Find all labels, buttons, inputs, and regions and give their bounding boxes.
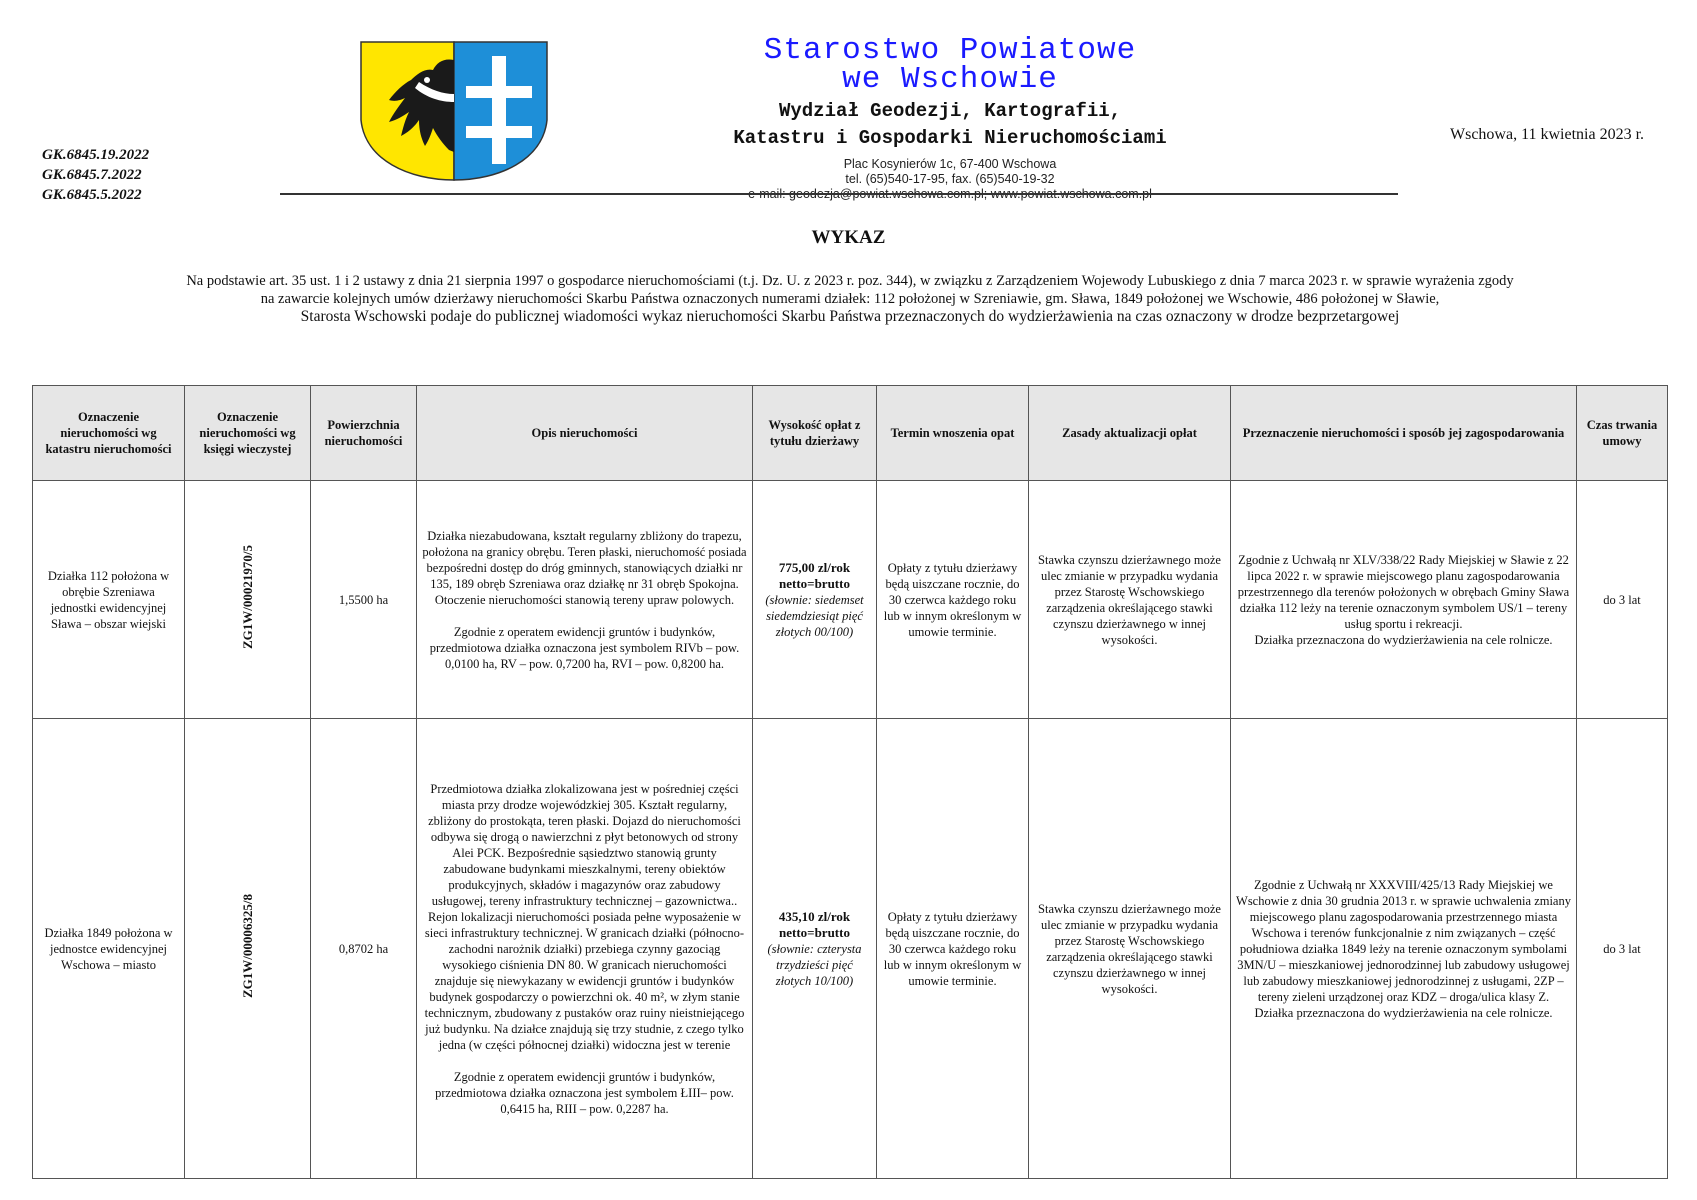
purpose-cell xyxy=(1231,481,1577,719)
header-divider xyxy=(280,193,1398,195)
table-row xyxy=(33,481,1668,719)
letterhead xyxy=(600,33,1300,202)
description-classification: Zgodnie z operatem ewidencji gruntów i budynków, przedmiotowa działka oznaczona jest symbolem RIVb – pow. 0,0100 ha, RV – pow. 0,7200 ha, RVI – pow. 0,8200 ha. xyxy=(429,624,740,671)
land-register-cell xyxy=(185,719,311,1179)
fee-amount: 775,00 zl/rok xyxy=(778,559,851,575)
cadastre-cell: Działka 1849 położona w jednostce ewidencyjnej Wschowa – miasto xyxy=(33,719,185,1179)
purpose-text: Zgodnie z Uchwałą nr XXXVIII/425/13 Rady Miejskiej we Wschowie z dnia 30 grudnia 2013 r. w sprawie uchwalenia zmiany miejscowego planu zagospodarowania przestrzennego miasta Wschowa i terenów funkcjonalnie z nim związanych – część południowa działka 1849 leży na terenie oznaczonym symbolami 3MN/U – mieszkaniowej jednorodzinnej lub zabudowy usługowej lub zabudowy mieszkaniowej jednorodzinnej z usługami, 2ZP – tereny zieleni urządzonej oraz KDZ – droga/ulica klasy Z. xyxy=(1236,877,1571,1004)
address: Plac Kosynierów 1c, 67-400 Wschowa xyxy=(843,157,1057,171)
header-purpose: Przeznaczenie nieruchomości i sposób jej zagospodarowania xyxy=(1231,386,1577,481)
intro-line: Na podstawie art. 35 ust. 1 i 2 ustawy z dnia 21 sierpnia 1997 o gospodarce nieruchomościami (t.j. Dz. U. z 2023 r. poz. 344), w związku z Zarządzeniem Wojewody Lubuskiego z dnia 7 marca 2023 r. w sprawie wyrażenia zgody xyxy=(186,273,1514,289)
purpose-note: Działka przeznaczona do wydzierżawienia na cele rolnicze. xyxy=(1254,1005,1553,1020)
case-references xyxy=(42,145,149,205)
header-fee: Wysokość opłat z tytułu dzierżawy xyxy=(753,386,877,481)
description-text: Działka niezabudowana, kształt regularny zbliżony do trapezu, położona na granicy obrębu. Teren płaski, nieruchomość posiada bezpośredni dostęp do dróg gminnych, stanowiących działki nr 135, 189 obręb Szreniawa oraz działkę nr 31 obręb Spokojna. Otoczenie nieruchomości stanowią tereny upraw polowych. xyxy=(422,528,747,607)
land-register-number: ZG1W/00021970/5 xyxy=(239,545,255,650)
header-payment-term: Termin wnoszenia opat xyxy=(877,386,1029,481)
header-land-register: Oznaczenie nieruchomości wg księgi wieczystej xyxy=(185,386,311,481)
payment-term-cell: Opłaty z tytułu dzierżawy będą uiszczane rocznie, do 30 czerwca każdego roku lub w innym określonym w umowie terminie. xyxy=(877,481,1029,719)
fee-net-gross: netto=brutto xyxy=(779,924,850,940)
org-name-line1: Starostwo Powiatowe xyxy=(763,33,1137,68)
coat-of-arms-icon xyxy=(359,40,549,182)
case-ref: GK.6845.5.2022 xyxy=(42,187,142,203)
fee-in-words: (słownie: czterysta trzydzieści pięć złotych 10/100) xyxy=(767,941,862,988)
description-text: Przedmiotowa działka zlokalizowana jest w pośredniej części miasta przy drodze wojewódzkiej 305. Kształt regularny, zbliżony do prostokąta, teren płaski. Dojazd do nieruchomości odbywa się drogą o nawierzchni z płyt betonowych od strony Alei PCK. Bezpośrednie sąsiedztwo stanowią grunty zabudowane budynkami mieszkalnymi, tereny obiektów produkcyjnych, składów i magazynów oraz zabudowy usługowej, tereny infrastruktury technicznej – gazownictwa.. Rejon lokalizacji nieruchomości posiada pełne wyposażenie w sieci infrastruktury technicznej. W granicach działki (północno-zachodni narożnik działki) przebiega czynny gazociąg wysokiego ciśnienia DN 80. W granicach nieruchomości znajduje się niewykazany w ewidencji gruntów i budynków budynek gospodarczy o powierzchni ok. 40 m², w złym stanie technicznym, zbudowany z pustaków oraz ruiny nieistniejącego już budynku. Na działce znajdują się trzy studnie, z czego tylko jedna (w części północnej działki) widoczna jest w terenie xyxy=(424,781,745,1052)
update-rules-cell: Stawka czynszu dzierżawnego może ulec zmianie w przypadku wydania przez Starostę Wschowskiego zarządzenia określającego stawki czynszu dzierżawnego w innej wysokości. xyxy=(1029,481,1231,719)
intro-paragraph xyxy=(60,272,1640,326)
table-row xyxy=(33,719,1668,1179)
case-ref: GK.6845.7.2022 xyxy=(42,167,142,183)
duration-cell: do 3 lat xyxy=(1577,719,1668,1179)
phone-fax: tel. (65)540-17-95, fax. (65)540-19-32 xyxy=(845,172,1055,186)
duration-cell: do 3 lat xyxy=(1577,481,1668,719)
header-duration: Czas trwania umowy xyxy=(1577,386,1668,481)
land-register-number: ZG1W/00006325/8 xyxy=(239,894,255,999)
email-website: e-mail: geodezja@powiat.wschowa.com.pl; www.powiat.wschowa.com.pl xyxy=(748,187,1152,201)
purpose-text: Zgodnie z Uchwałą nr XLV/338/22 Rady Miejskiej w Sławie z 22 lipca 2022 r. w sprawie miejscowego planu zagospodarowania przestrzennego dla terenów położonych w obrębach Gminy Sława działka 112 leży na terenie oznaczonym symbolem US/1 – tereny usług sportu i rekreacji. xyxy=(1237,552,1570,631)
header-area: Powierzchnia nieruchomości xyxy=(311,386,417,481)
department-line1: Wydział Geodezji, Kartografii, xyxy=(778,100,1122,122)
contact-info xyxy=(600,157,1300,202)
purpose-note: Działka przeznaczona do wydzierżawienia na cele rolnicze. xyxy=(1254,632,1553,647)
update-rules-cell: Stawka czynszu dzierżawnego może ulec zmianie w przypadku wydania przez Starostę Wschowskiego zarządzenia określającego stawki czynszu dzierżawnego w innej wysokości. xyxy=(1029,719,1231,1179)
purpose-cell xyxy=(1231,719,1577,1179)
intro-line: Starosta Wschowski podaje do publicznej wiadomości wykaz nieruchomości Skarbu Państwa przeznaczonych do wydzierżawienia na czas oznaczony w drodze bezprzetargowej xyxy=(300,308,1400,325)
fee-net-gross: netto=brutto xyxy=(779,575,850,591)
description-cell xyxy=(417,481,753,719)
fee-in-words: (słownie: siedemset siedemdziesiąt pięć złotych 00/100) xyxy=(765,592,864,639)
fee-amount: 435,10 zl/rok xyxy=(778,908,851,924)
table-header-row xyxy=(33,386,1668,481)
area-cell: 1,5500 ha xyxy=(311,481,417,719)
document-date: Wschowa, 11 kwietnia 2023 r. xyxy=(1450,126,1645,143)
intro-line: na zawarcie kolejnych umów dzierżawy nieruchomości Skarbu Państwa oznaczonych numerami działek: 112 położonej w Szreniawie, gm. Sława, 1849 położonej we Wschowie, 486 położonej w Sławie, xyxy=(260,291,1440,307)
cadastre-cell: Działka 112 położona w obrębie Szreniawa jednostki ewidencyjnej Sława – obszar wiejski xyxy=(33,481,185,719)
header-cadastre: Oznaczenie nieruchomości wg katastru nieruchomości xyxy=(33,386,185,481)
department-line2: Katastru i Gospodarki Nieruchomościami xyxy=(733,127,1167,149)
org-name-line2: we Wschowie xyxy=(842,62,1058,97)
description-cell xyxy=(417,719,753,1179)
header-update-rules: Zasady aktualizacji opłat xyxy=(1029,386,1231,481)
header-description: Opis nieruchomości xyxy=(417,386,753,481)
description-classification: Zgodnie z operatem ewidencji gruntów i budynków, przedmiotowa działka oznaczona jest symbolem ŁIII– pow. 0,6415 ha, RIII – pow. 0,2287 ha. xyxy=(435,1069,734,1116)
fee-cell xyxy=(753,719,877,1179)
land-register-cell xyxy=(185,481,311,719)
fee-cell xyxy=(753,481,877,719)
payment-term-cell: Opłaty z tytułu dzierżawy będą uiszczane rocznie, do 30 czerwca każdego roku lub w innym określonym w umowie terminie. xyxy=(877,719,1029,1179)
document-title: WYKAZ xyxy=(811,227,886,248)
area-cell: 0,8702 ha xyxy=(311,719,417,1179)
property-list-table xyxy=(32,385,1668,1179)
case-ref: GK.6845.19.2022 xyxy=(42,147,150,163)
